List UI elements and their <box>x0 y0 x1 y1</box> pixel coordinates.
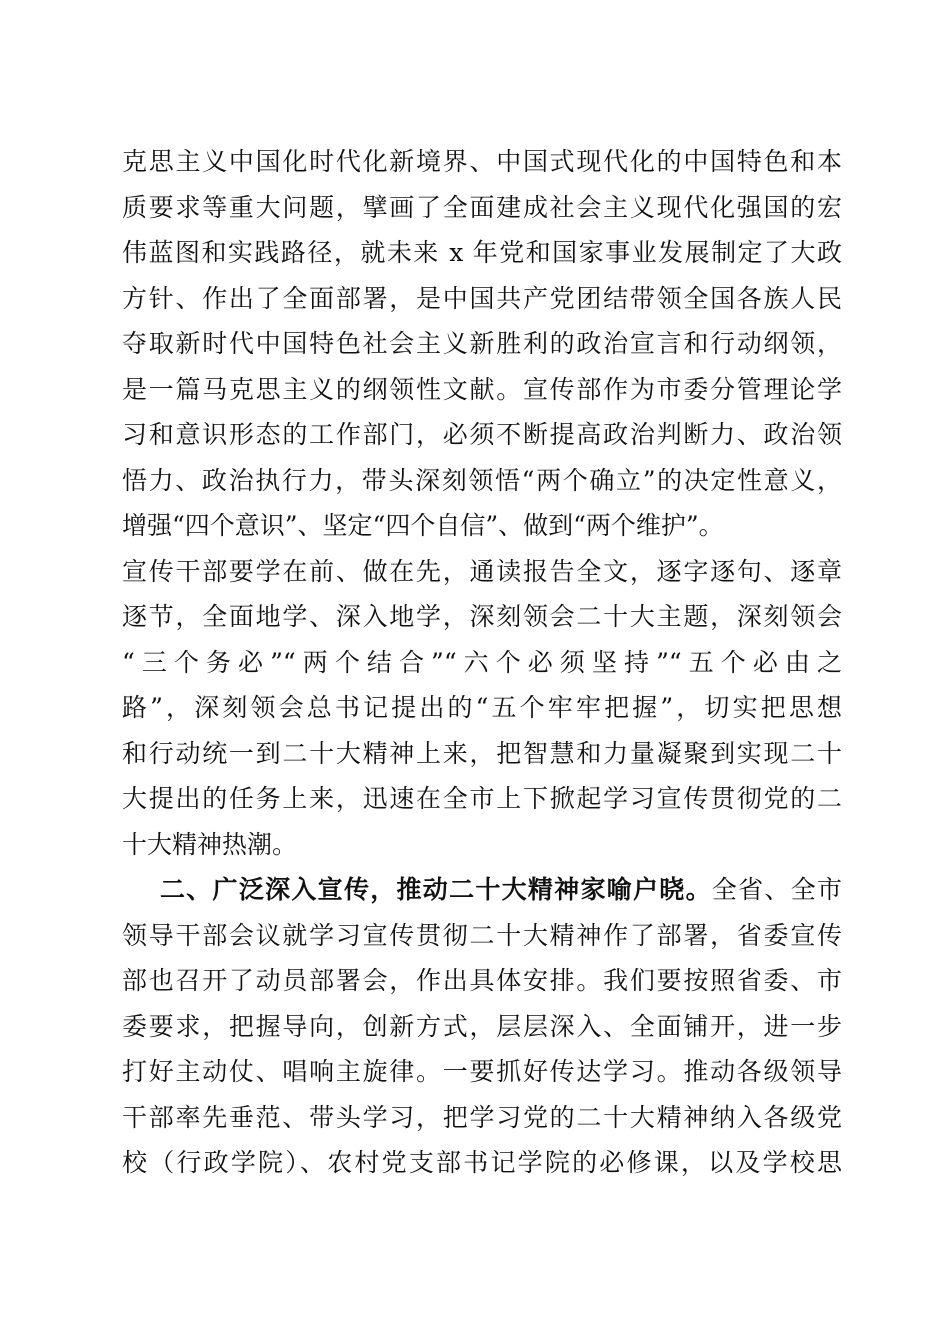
text-line: 十大精神热潮。 <box>122 829 298 859</box>
text-line: 伟蓝图和实践路径，就未来 x 年党和国家事业发展制定了大政 <box>122 238 842 267</box>
text-line: 是一篇马克思主义的纲领性文献。宣传部作为市委分管理论学 <box>122 374 842 404</box>
text-line: 逐节，全面地学、深入地学，深刻领会二十大主题，深刻领会 <box>122 602 842 631</box>
section-heading-line <box>122 867 842 913</box>
text-line: 路”，深刻领会总书记提出的“五个牢牢把握”，切实把思想 <box>122 693 842 722</box>
text-line: 打好主动仗、唱响主旋律。一要抓好传达学习。推动各级领导 <box>122 1057 842 1086</box>
text-line: 委要求，把握导向，创新方式，层层深入、全面铺开，进一步 <box>122 1011 842 1041</box>
text-line: 部也召开了动员部署会，作出具体安排。我们要按照省委、市 <box>122 966 842 995</box>
text-line: 方针、作出了全面部署，是中国共产党团结带领全国各族人民 <box>122 283 842 313</box>
text-line: 校（行政学院）、农村党支部书记学院的必修课，以及学校思 <box>122 1148 842 1177</box>
text-line: 增强“四个意识”、坚定“四个自信”、做到“两个维护”。 <box>122 511 724 540</box>
text-line: 和行动统一到二十大精神上来，把智慧和力量凝聚到实现二十 <box>122 738 842 768</box>
text-line: 克思主义中国化时代化新境界、中国式现代化的中国特色和本 <box>122 147 842 176</box>
text-line: 质要求等重大问题，擘画了全面建成社会主义现代化强国的宏 <box>122 192 842 222</box>
paragraph-2 <box>122 867 842 1186</box>
text-line: 大提出的任务上来，迅速在全市上下掀起学习宣传贯彻党的二 <box>122 784 842 813</box>
section-heading: 二、广泛深入宣传，推动二十大精神家喻户晓。 <box>160 875 712 904</box>
text-line: 干部率先垂范、带头学习，把学习党的二十大精神纳入各级党 <box>122 1102 842 1132</box>
document-body <box>122 139 842 1186</box>
text-line: 悟力、政治执行力，带头深刻领悟“两个确立”的决定性意义， <box>122 465 842 495</box>
text-line: 夺取新时代中国特色社会主义新胜利的政治宣言和行动纲领， <box>122 329 842 358</box>
text-line: 领导干部会议就学习宣传贯彻二十大精神作了部署，省委宣传 <box>122 920 842 950</box>
text-line: “三个务必”“两个结合”“六个必须坚持”“五个必由之 <box>122 647 842 677</box>
paragraph-1 <box>122 139 842 867</box>
text-line: 宣传干部要学在前、做在先，通读报告全文，逐字逐句、逐章 <box>122 556 842 586</box>
heading-line-text: 全省、全市 <box>711 875 842 904</box>
text-line: 习和意识形态的工作部门，必须不断提高政治判断力、政治领 <box>122 420 842 449</box>
